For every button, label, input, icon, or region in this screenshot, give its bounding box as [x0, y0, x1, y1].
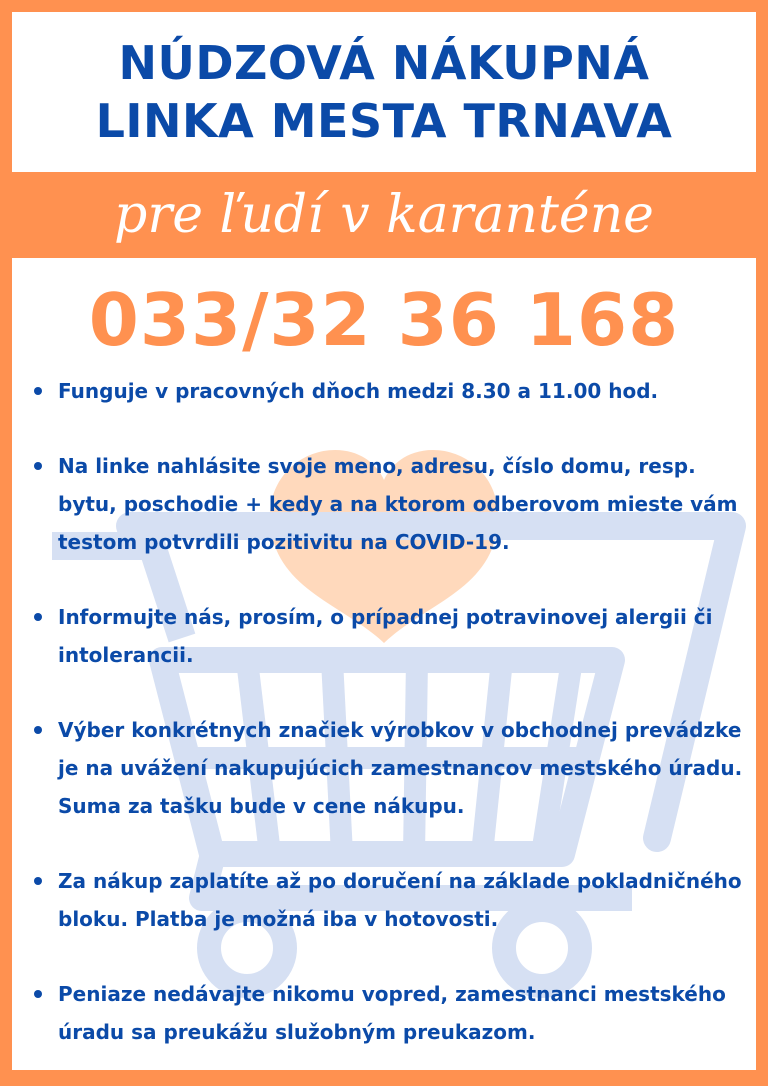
list-item-text: Za nákup zaplatíte až po doručení na základe pokladničného bloku. Platba je možná iba v hotovosti.: [58, 869, 742, 931]
bullet-dot-icon: [34, 990, 42, 998]
list-item-text: Výber konkrétnych značiek výrobkov v obchodnej prevádzke je na uvážení nakupujúcich zamestnancov mestského úradu. Suma za tašku bude v cene nákupu.: [58, 718, 743, 818]
bullet-dot-icon: [34, 726, 42, 734]
list-item-text: Peniaze nedávajte nikomu vopred, zamestnanci mestského úradu sa preukážu služobným preukazom.: [58, 982, 726, 1044]
list-item-text: Funguje v pracovných dňoch medzi 8.30 a 11.00 hod.: [58, 379, 659, 403]
list-item: [32, 598, 748, 674]
phone-number: 033/32 36 168: [88, 278, 680, 362]
bullet-dot-icon: [34, 387, 42, 395]
bullet-dot-icon: [34, 462, 42, 470]
title-line-1: NÚDZOVÁ NÁKUPNÁ: [118, 36, 650, 90]
list-item: [32, 372, 748, 410]
bullet-dot-icon: [34, 613, 42, 621]
list-item-text: Na linke nahlásite svoje meno, adresu, číslo domu, resp. bytu, poschodie + kedy a na ktorom odberovom mieste vám testom potvrdili pozitivitu na COVID-19.: [58, 454, 738, 554]
title-line-2: LINKA MESTA TRNAVA: [95, 94, 673, 148]
info-list: [32, 372, 748, 1070]
list-item: [32, 447, 748, 561]
list-item-text: Informujte nás, prosím, o prípadnej potravinovej alergii či intolerancii.: [58, 605, 713, 667]
title-box: [12, 12, 756, 172]
content-box: [12, 258, 756, 1070]
list-item: [32, 975, 748, 1051]
bullet-dot-icon: [34, 877, 42, 885]
subtitle: pre ľudí v karanténe: [114, 185, 654, 245]
list-item: [32, 862, 748, 938]
list-item: [32, 711, 748, 825]
